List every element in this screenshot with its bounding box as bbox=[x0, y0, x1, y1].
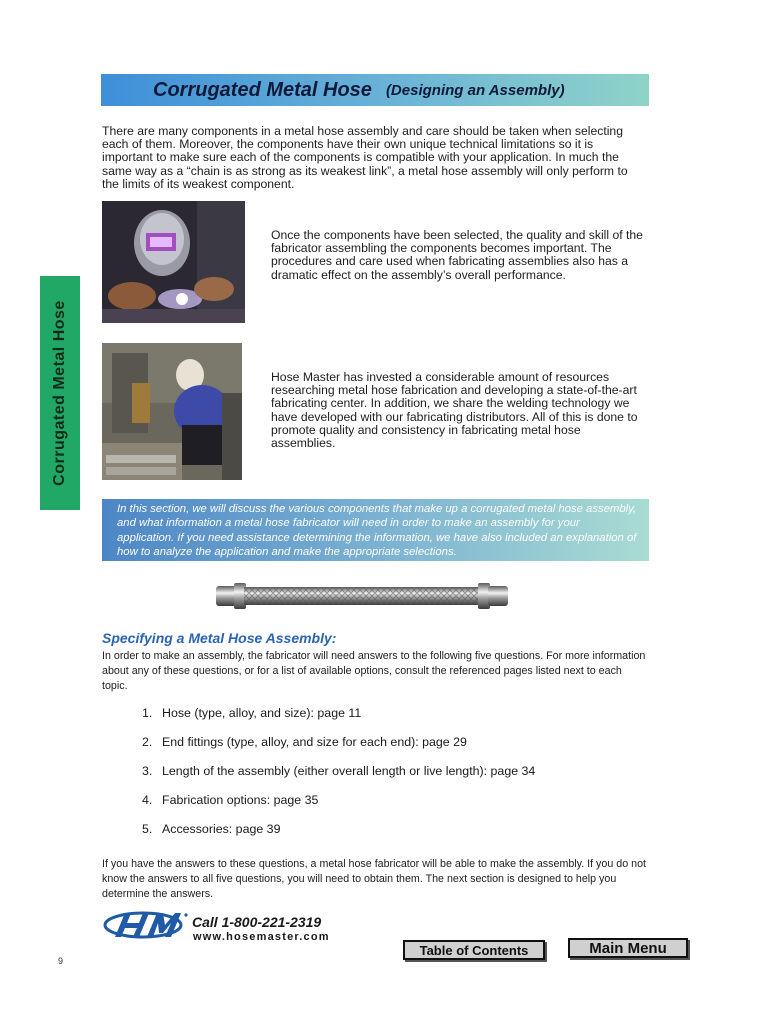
page-title-bar bbox=[101, 74, 649, 106]
list-item: 1. Hose (type, alloy, and size): page 11 bbox=[142, 706, 362, 720]
welder-helmet-photo bbox=[102, 201, 245, 323]
page-subtitle: (Designing an Assembly) bbox=[385, 81, 565, 99]
closing-paragraph: If you have the answers to these questions, a metal hose fabricator will be able to make the assembly. If you do not know the answers to all five questions, you will need to obtain them. The next section is designed to help you determine the answers. bbox=[102, 858, 646, 900]
welding-station-photo bbox=[102, 343, 242, 480]
table-of-contents-button[interactable]: Table of Contents bbox=[403, 940, 545, 960]
page-title: Corrugated Metal Hose bbox=[153, 78, 372, 101]
questions-list bbox=[142, 703, 535, 847]
main-menu-button[interactable]: Main Menu bbox=[568, 938, 688, 958]
list-item: 3. Length of the assembly (either overall length or live length): page 34 bbox=[142, 763, 536, 778]
spec-heading: Specifying a Metal Hose Assembly: bbox=[102, 630, 337, 646]
side-tab-label: Corrugated Metal Hose bbox=[51, 300, 69, 486]
list-item: 4. Fabrication options: page 35 bbox=[142, 792, 319, 807]
hose-master-logo-icon bbox=[103, 909, 189, 941]
spec-body-paragraph: In order to make an assembly, the fabricator will need answers to the following five questions. For more information about any of these questions, or for a list of available options, consult the referenced pages listed next to each topic. bbox=[102, 650, 646, 692]
intro-paragraph: There are many components in a metal hose assembly and care should be taken when selecting each of them. Moreover, the components have their own unique technical limitations so it is important to make sure each of the components is compatible with your application. In much the same way as a “chain is as strong as its weakest link”, a metal hose assembly will only perform to the limits of its weakest component. bbox=[102, 124, 628, 191]
list-item: 5. Accessories: page 39 bbox=[142, 821, 281, 836]
page-number: 9 bbox=[58, 956, 64, 966]
list-item: 2. End fittings (type, alloy, and size for each end): page 29 bbox=[142, 734, 467, 749]
website-link[interactable]: www.hosemaster.com bbox=[193, 931, 330, 943]
phone-number: Call 1-800-221-2319 bbox=[192, 914, 322, 930]
hose-master-paragraph: Hose Master has invested a considerable amount of resources researching metal hose fabrication and developing a state-of-the-art fabricating center. In addition, we share the welding technology we have developed with our fabricating distributors. All of this is done to promote quality and consistency in fabricating metal hose assemblies. bbox=[271, 370, 638, 451]
metal-hose-assembly-image bbox=[216, 578, 508, 614]
section-side-tab bbox=[40, 276, 80, 510]
fabricator-paragraph: Once the components have been selected, the quality and skill of the fabricator assembling the components becomes important. The procedures and care used when fabricating assemblies also has a dramatic effect on the assembly’s overall performance. bbox=[271, 228, 643, 282]
section-callout: In this section, we will discuss the various components that make up a corrugated metal hose assembly, and what information a metal hose fabricator will need in order to make an assembly for your application. If you need assistance determining the information, we have also included an explanation of how to analyze the application and make the appropriate selections. bbox=[102, 499, 649, 561]
